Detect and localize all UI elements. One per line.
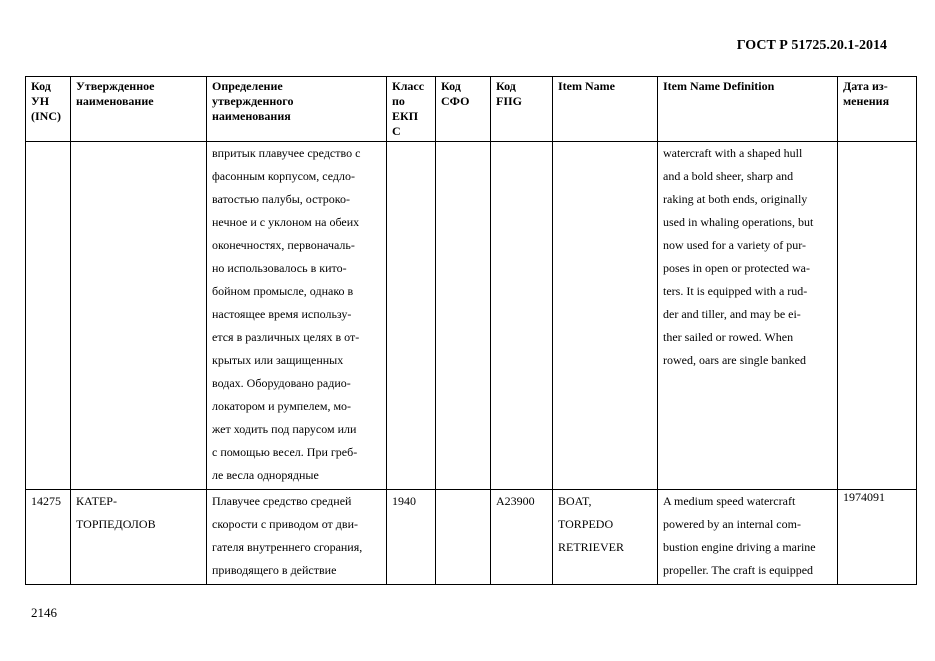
cell-item-definition: watercraft with a shaped hull and a bold sheer, sharp and raking at both ends, originally used in whaling operations, but now used for a variety of pur- poses in open or protected wa- ters. It is equipped with a rud- der and tiller, and may be ei- ther sailed or rowed. When rowed, oars are single banked (658, 142, 838, 490)
column-header-class: Класс по ЕКП С (387, 77, 436, 142)
column-header-definition: Определение утвержденного наименования (207, 77, 387, 142)
column-header-inc: Код УН (INC) (26, 77, 71, 142)
cell-change-date: 1974091 (838, 490, 917, 585)
cell-item-name: BOAT, TORPEDO RETRIEVER (553, 490, 658, 585)
cell-fiig: A23900 (491, 490, 553, 585)
cell-fiig (491, 142, 553, 490)
table-row (26, 490, 917, 585)
document-standard-code: ГОСТ Р 51725.20.1-2014 (736, 38, 887, 53)
column-header-approved-name: Утвержденное наименование (71, 77, 207, 142)
cell-sfo (436, 490, 491, 585)
column-header-fiig: Код FIIG (491, 77, 553, 142)
cell-inc (26, 142, 71, 490)
cell-definition: впритык плавучее средство с фасонным корпусом, седло- ватостью палубы, остроко- нечное и с уклоном на обеих оконечностях, первоначаль- но использовалось в кито- бойном промысле, однако в настоящее время использу- ется в различных целях в от- крытых или защищенных водах. Оборудовано радио- локатором и румпелем, мо- жет ходить под парусом или с помощью весел. При греб- ле весла однорядные (207, 142, 387, 490)
cell-approved-name: КАТЕР- ТОРПЕДОЛОВ (71, 490, 207, 585)
nomenclature-table (25, 76, 917, 585)
table-header-row (26, 77, 917, 142)
page-number: 2146 (31, 605, 57, 620)
cell-class: 1940 (387, 490, 436, 585)
cell-item-definition: A medium speed watercraft powered by an internal com- bustion engine driving a marine propeller. The craft is equipped (658, 490, 838, 585)
cell-class (387, 142, 436, 490)
cell-sfo (436, 142, 491, 490)
column-header-sfo: Код СФО (436, 77, 491, 142)
cell-inc: 14275 (26, 490, 71, 585)
cell-change-date (838, 142, 917, 490)
cell-item-name (553, 142, 658, 490)
table-row (26, 142, 917, 490)
column-header-item-definition: Item Name Definition (658, 77, 838, 142)
cell-definition: Плавучее средство средней скорости с приводом от дви- гателя внутреннего сгорания, приводящего в действие (207, 490, 387, 585)
column-header-item-name: Item Name (553, 77, 658, 142)
cell-approved-name (71, 142, 207, 490)
column-header-change-date: Дата из- менения (838, 77, 917, 142)
